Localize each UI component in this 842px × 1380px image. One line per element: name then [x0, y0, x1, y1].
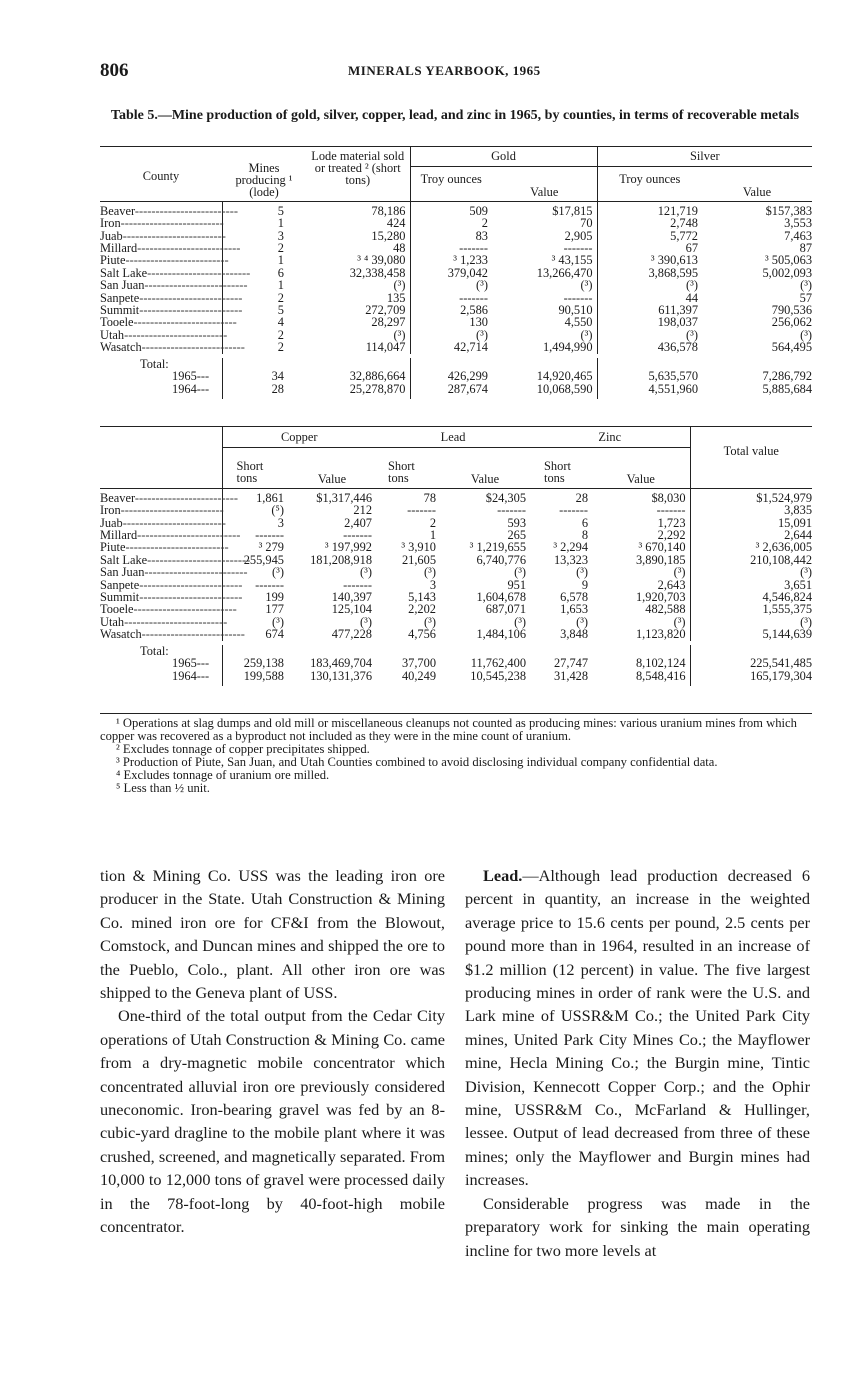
total-label: Total: [140, 643, 169, 658]
cell-cu-t: 674 [222, 628, 288, 640]
footnote-4: ⁴ Excludes tonnage of uranium ore milled. [116, 768, 330, 782]
cell-pb-t: ³ 3,910 [401, 540, 437, 555]
total-year-label: 1964 [172, 668, 197, 683]
table-row [100, 628, 812, 640]
total-silver-val: 7,286,792 [762, 369, 813, 384]
cell-cu-v: ------- [343, 528, 373, 543]
leader-dots: ------------------------- [139, 290, 243, 305]
county-label: Iron [100, 216, 121, 231]
cell-silver-oz: 5,772 [597, 230, 702, 242]
cell-cu-v: 125,104 [331, 602, 373, 617]
cell-cu-t: ³ 279 [222, 541, 288, 553]
total-total: 165,179,304 [690, 670, 812, 686]
cell-silver-oz: 3,868,595 [597, 267, 702, 279]
cell-total: 5,144,639 [690, 628, 812, 640]
leader-dots: --- [196, 369, 210, 384]
cell-pb-t: 3 [429, 577, 437, 592]
cell-gold-oz: 379,042 [410, 267, 492, 279]
cell-lode: 78,186 [371, 203, 406, 218]
right-paragraph-2: Considerable progress was made in the preparatory work for sinking the main operating incline for two more levels at [465, 1193, 810, 1260]
leader-dots: ------------------------- [120, 216, 224, 231]
cell-gold-oz: ------- [410, 242, 492, 254]
total-year [100, 670, 222, 686]
cell-cu-t: ------- [222, 529, 288, 541]
cell-cu-v: (³) [360, 614, 373, 629]
total-zn-t: 27,747 [553, 656, 589, 671]
header-cu-short: Short tons [222, 448, 288, 488]
leader-dots: ------------------------- [144, 565, 248, 580]
county-label: Tooele [100, 315, 134, 330]
table-title: Table 5.—Mine production of gold, silver, copper, lead, and zinc in 1965, by counties, in terms of recoverable metals [110, 108, 800, 123]
cell-gold-val: ------- [563, 290, 593, 305]
county-label: Summit [100, 590, 140, 605]
county-label: Summit [100, 303, 140, 318]
table-row [100, 201, 812, 217]
header-lead: Lead [376, 427, 530, 448]
cell-mines: 6 [222, 267, 306, 279]
cell-silver-val: 3,553 [784, 216, 813, 231]
cell-pb-v: ------- [497, 503, 527, 518]
cell-lode: 135 [386, 290, 406, 305]
leader-dots: ------------------------- [139, 577, 243, 592]
cell-pb-v: 265 [507, 528, 527, 543]
cell-zn-t: ³ 2,294 [553, 540, 589, 555]
cell-mines: 1 [222, 217, 306, 229]
cell-zn-v: 2,643 [657, 577, 686, 592]
total-year [100, 383, 222, 399]
total-year-label: 1965 [172, 369, 197, 384]
cell-gold-val: 4,550 [564, 315, 593, 330]
total-mines: 34 [222, 370, 306, 382]
county-label: Wasatch [100, 627, 142, 642]
cell-gold-oz: (³) [410, 329, 492, 341]
header-gold: Gold [410, 147, 597, 167]
county-label: San Juan [100, 565, 145, 580]
county-name [100, 488, 238, 505]
cell-zn-t: (³) [576, 565, 589, 580]
cell-zn-t: 3,848 [560, 627, 589, 642]
cell-silver-oz: 436,578 [597, 341, 702, 353]
table-row [100, 341, 812, 353]
county-name [100, 340, 245, 355]
header-gold-troy: Troy ounces [410, 167, 492, 201]
table-row [100, 488, 812, 504]
header-zn-value: Value [592, 448, 690, 488]
left-paragraph-1: tion & Mining Co. USS was the leading iron ore producer in the State. Utah Construction & Mining Co. mined iron ore for CF&I from the Blowout, Comstock, and Duncan mines and shipped the ore to the Pueblo, Colo., plant. All other iron ore was shipped to the Geneva plant of USS. [100, 866, 445, 1003]
cell-cu-t: 255,945 [222, 554, 288, 566]
cell-cu-v: 181,208,918 [310, 552, 373, 567]
cell-cu-t: (³) [222, 566, 288, 578]
total-label: Total: [140, 356, 169, 371]
cell-pb-v: $24,305 [485, 490, 527, 505]
cell-silver-val: 57 [799, 290, 813, 305]
cell-pb-t: 21,605 [401, 552, 437, 567]
total-pb-v: 10,545,238 [470, 668, 527, 683]
total-lode: 32,886,664 [349, 369, 406, 384]
leader-dots: ------------------------- [133, 315, 237, 330]
cell-pb-v: 951 [507, 577, 527, 592]
cell-gold-oz: 42,714 [410, 341, 492, 353]
cell-lode: 28,297 [371, 315, 406, 330]
leader-dots: ------------------------- [137, 528, 241, 543]
cell-pb-t: 5,143 [408, 590, 437, 605]
header-lode: Lode material sold or treated ² (short tons) [306, 147, 410, 202]
county-name [100, 201, 238, 218]
total-year-label: 1964 [172, 381, 197, 396]
cell-zn-t: 8 [581, 528, 589, 543]
county-label: San Juan [100, 278, 145, 293]
cell-silver-val: 5,002,093 [762, 265, 813, 280]
cell-silver-val: 564,495 [771, 340, 813, 355]
total-gold-oz: 287,674 [410, 383, 492, 399]
cell-mines: 5 [222, 304, 306, 316]
cell-pb-t: (³) [424, 614, 437, 629]
leader-dots: ------------------------- [125, 253, 229, 268]
cell-cu-t: 3 [222, 517, 288, 529]
total-silver-oz: 5,635,570 [597, 370, 702, 382]
cell-pb-v: ³ 1,219,655 [469, 540, 527, 555]
cell-cu-v: (³) [360, 565, 373, 580]
cell-silver-val: 790,536 [771, 303, 813, 318]
cell-gold-val: 70 [580, 216, 593, 231]
leader-dots: ------------------------- [125, 540, 229, 555]
cell-gold-oz: 83 [410, 230, 492, 242]
cell-lode: 272,709 [365, 303, 406, 318]
cell-mines: 3 [222, 230, 306, 242]
cell-lode: 48 [393, 241, 406, 256]
lead-heading: Lead. [483, 866, 523, 885]
leader-dots: ------------------------- [147, 265, 251, 280]
total-zn-v: 8,102,124 [635, 656, 686, 671]
footnote-1: ¹ Operations at slag dumps and old mill or miscellaneous cleanups not counted as producing mines: various uranium mines from which copper was recovered as a byproduct not included as they were in the mine count of uranium. [100, 716, 797, 743]
cell-cu-v: 212 [353, 503, 373, 518]
cell-mines: 2 [222, 292, 306, 304]
county-label: Tooele [100, 602, 134, 617]
county-label: Sanpete [100, 577, 140, 592]
body-column-right [465, 864, 810, 1262]
cell-zn-v: 3,890,185 [635, 552, 686, 567]
cell-mines: 1 [222, 279, 306, 291]
leader-dots: ------------------------- [124, 327, 228, 342]
cell-cu-t: 1,861 [222, 488, 288, 504]
leader-dots: ------------------------- [137, 241, 241, 256]
county-label: Utah [100, 614, 125, 629]
cell-silver-val: $157,383 [765, 203, 813, 218]
cell-lode: (³) [393, 327, 406, 342]
cell-zn-v: ³ 670,140 [638, 540, 686, 555]
total-zn-v: 8,548,416 [635, 668, 686, 683]
footnote-5: ⁵ Less than ½ unit. [116, 781, 210, 795]
cell-pb-v: 593 [507, 515, 527, 530]
header-silver-troy: Troy ounces [597, 167, 702, 201]
header-silver: Silver [597, 147, 812, 167]
total-pb-v: 11,762,400 [470, 656, 527, 671]
cell-zn-t: 6,578 [560, 590, 589, 605]
cell-gold-oz: (³) [410, 279, 492, 291]
total-gold-val: 10,068,590 [536, 381, 593, 396]
cell-mines: 4 [222, 316, 306, 328]
total-total: 225,541,485 [690, 657, 812, 669]
cell-silver-val: ³ 505,063 [764, 253, 813, 268]
left-paragraph-2: One-third of the total output from the Cedar City operations of Utah Construction & Mining Co. came from a dry-magnetic mobile concentrator which concentrated alluvial iron ore previously considered uneconomic. Iron-bearing gravel was fed by an 8-cubic-yard dragline to the mobile plant where it was crushed, screened, and magnetically separated. From 10,000 to 12,000 tons of gravel were processed daily in the 78-foot-long by 40-foot-high mobile concentrator. [100, 1006, 445, 1237]
county-name [100, 627, 245, 642]
cell-mines: 1 [222, 254, 306, 266]
cell-total: 2,644 [690, 529, 812, 541]
header-silver-value: Value [702, 167, 812, 201]
cell-gold-oz: 509 [410, 201, 492, 217]
cell-gold-val: 13,266,470 [536, 265, 593, 280]
leader-dots: ------------------------- [144, 278, 248, 293]
cell-pb-v: 6,740,776 [476, 552, 527, 567]
cell-gold-val: (³) [580, 327, 593, 342]
cell-total: 15,091 [690, 517, 812, 529]
leader-dots: ------------------------- [122, 228, 226, 243]
total-cu-t: 259,138 [222, 657, 288, 669]
county-label: Juab [100, 515, 123, 530]
leader-dots: ------------------------- [133, 602, 237, 617]
cell-pb-v: 1,604,678 [476, 590, 527, 605]
cell-gold-val: 90,510 [558, 303, 593, 318]
cell-silver-oz: (³) [597, 329, 702, 341]
body-column-left [100, 864, 445, 1239]
cell-cu-v: 140,397 [331, 590, 373, 605]
cell-total: (³) [690, 616, 812, 628]
leader-dots: --- [196, 656, 210, 671]
cell-cu-v: $1,317,446 [316, 490, 373, 505]
total-gold-oz: 426,299 [410, 370, 492, 382]
county-label: Salt Lake [100, 552, 148, 567]
cell-pb-t: (³) [424, 565, 437, 580]
total-year-label: 1965 [172, 656, 197, 671]
cell-zn-t: ------- [559, 503, 589, 518]
cell-zn-v: 1,723 [657, 515, 686, 530]
county-label: Wasatch [100, 340, 142, 355]
cell-gold-oz: 2,586 [410, 304, 492, 316]
cell-pb-v: 1,484,106 [476, 627, 527, 642]
footnote-2: ² Excludes tonnage of copper precipitates shipped. [116, 742, 370, 756]
county-label: Iron [100, 503, 121, 518]
cell-mines: 2 [222, 341, 306, 353]
cell-zn-t: 13,323 [553, 552, 589, 567]
cell-gold-oz: 130 [410, 316, 492, 328]
total-cu-v: 183,469,704 [310, 656, 373, 671]
cell-lode: ³ ⁴ 39,080 [357, 253, 406, 268]
cell-gold-oz: ³ 1,233 [410, 254, 492, 266]
cell-gold-val: ------- [563, 241, 593, 256]
cell-zn-v: 1,123,820 [635, 627, 686, 642]
cell-zn-v: (³) [673, 565, 686, 580]
county-label: Piute [100, 540, 126, 555]
running-head: MINERALS YEARBOOK, 1965 [348, 63, 541, 78]
header-cu-value: Value [288, 448, 376, 488]
cell-zn-t: 1,653 [560, 602, 589, 617]
cell-zn-v: 482,588 [645, 602, 686, 617]
total-cu-t: 199,588 [222, 670, 288, 686]
cell-silver-oz: 2,748 [597, 217, 702, 229]
leader-dots: --- [196, 381, 210, 396]
cell-silver-oz: (³) [597, 279, 702, 291]
county-label: Beaver [100, 203, 135, 218]
total-silver-val: 5,885,684 [762, 381, 813, 396]
cell-silver-val: 7,463 [784, 228, 813, 243]
leader-dots: ------------------------- [139, 590, 243, 605]
leader-dots: ------------------------- [134, 203, 238, 218]
cell-zn-t: 9 [581, 577, 589, 592]
county-label: Sanpete [100, 290, 140, 305]
header-pb-short: Short tons [376, 448, 440, 488]
cell-pb-v: (³) [514, 614, 527, 629]
cell-total: ³ 2,636,005 [690, 541, 812, 553]
cell-gold-oz: ------- [410, 292, 492, 304]
cell-cu-t: (³) [222, 616, 288, 628]
cell-zn-v: 2,292 [657, 528, 686, 543]
county-label: Piute [100, 253, 126, 268]
cell-gold-oz: 2 [410, 217, 492, 229]
cell-total: (³) [690, 566, 812, 578]
gold-silver-table [100, 146, 812, 399]
leader-dots: ------------------------- [139, 303, 243, 318]
header-gold-value: Value [492, 167, 597, 201]
county-label: Utah [100, 327, 125, 342]
cell-gold-val: ³ 43,155 [551, 253, 593, 268]
cell-silver-val: 87 [799, 241, 813, 256]
header-zn-short: Short tons [530, 448, 592, 488]
footnote-3: ³ Production of Piute, San Juan, and Utah Counties combined to avoid disclosing individual company confidential data. [116, 755, 718, 769]
cell-total: 4,546,824 [690, 591, 812, 603]
cell-silver-oz: 198,037 [597, 316, 702, 328]
total-pb-t: 40,249 [401, 668, 437, 683]
cell-zn-t: 28 [575, 490, 589, 505]
cell-lode: (³) [393, 278, 406, 293]
cell-mines: 2 [222, 242, 306, 254]
cell-lode: 424 [386, 216, 406, 231]
cell-cu-t: 199 [222, 591, 288, 603]
cell-pb-t: 1 [429, 528, 437, 543]
cell-pb-v: (³) [514, 565, 527, 580]
cell-total: 3,651 [690, 579, 812, 591]
cell-gold-val: 2,905 [564, 228, 593, 243]
cell-gold-val: $17,815 [552, 203, 593, 218]
right-paragraph-lead [465, 864, 810, 1192]
cell-total: 1,555,375 [690, 603, 812, 615]
cell-gold-val: 1,494,990 [542, 340, 593, 355]
cell-cu-t: 177 [222, 603, 288, 615]
cell-silver-val: 256,062 [771, 315, 813, 330]
cell-zn-v: (³) [673, 614, 686, 629]
cell-cu-v: 2,407 [344, 515, 373, 530]
page-number: 806 [100, 60, 129, 81]
lead-text: —Although lead production decreased 6 percent in quantity, an increase in the weighted average price to 15.6 cents per pound, 2.5 cents per pound more than in 1964, resulted in an increase of $1.2 million (12 percent) in value. The five largest producing mines in order of rank were the U.S. and Lark mine of USSR&M Co.; the United Park City mines, United Park City Mines Co.; the Mayflower mine, Hecla Mining Co.; the Burgin mine, Tintic Division, Kennecott Copper Corp.; and the Ophir mine, USSR&M Co., McFarland & Hullinger, lessee. Output of lead decreased from three of these mines; only the Mayflower and Burgin mines had increases. [465, 866, 810, 1190]
cell-total: 210,108,442 [690, 554, 812, 566]
cell-silver-oz: ³ 390,613 [597, 254, 702, 266]
cell-cu-v: ³ 197,992 [324, 540, 373, 555]
leader-dots: ------------------------- [122, 515, 226, 530]
cell-lode: 114,047 [365, 340, 406, 355]
leader-dots: ------------------------- [120, 503, 224, 518]
total-silver-oz: 4,551,960 [597, 383, 702, 399]
header-pb-value: Value [440, 448, 530, 488]
leader-dots: --- [196, 668, 210, 683]
cell-pb-t: 2,202 [408, 602, 437, 617]
county-label: Millard [100, 528, 138, 543]
total-row [100, 670, 812, 686]
total-row [100, 383, 812, 399]
cell-silver-oz: 44 [597, 292, 702, 304]
footnotes [100, 713, 812, 795]
header-county: County [100, 147, 222, 202]
cell-total: 3,835 [690, 504, 812, 516]
leader-dots: ------------------------- [134, 490, 238, 505]
total-lode: 25,278,870 [349, 381, 406, 396]
cell-silver-oz: 611,397 [597, 304, 702, 316]
leader-dots: ------------------------- [124, 614, 228, 629]
cell-zn-t: (³) [576, 614, 589, 629]
cell-cu-t: ------- [222, 579, 288, 591]
cell-mines: 2 [222, 329, 306, 341]
header-mines: Mines producing ¹ (lode) [222, 147, 306, 202]
header-zinc: Zinc [530, 427, 690, 448]
cell-silver-oz: 121,719 [597, 201, 702, 217]
county-label: Beaver [100, 490, 135, 505]
cell-zn-v: ------- [656, 503, 686, 518]
header-total-value: Total value [690, 427, 812, 489]
county-label: Juab [100, 228, 123, 243]
cell-silver-oz: 67 [597, 242, 702, 254]
cell-total: $1,524,979 [690, 488, 812, 504]
leader-dots: ------------------------- [141, 340, 245, 355]
county-label: Salt Lake [100, 265, 148, 280]
cell-mines: 5 [222, 201, 306, 217]
cell-lode: 32,338,458 [349, 265, 406, 280]
cell-pb-t: ------- [407, 503, 437, 518]
leader-dots: ------------------------- [147, 552, 251, 567]
cell-zn-v: $8,030 [651, 490, 686, 505]
header-copper: Copper [222, 427, 376, 448]
cell-cu-v: 477,228 [331, 627, 373, 642]
cell-pb-t: 4,756 [408, 627, 437, 642]
cell-silver-val: (³) [800, 278, 813, 293]
cell-pb-v: 687,071 [485, 602, 527, 617]
cell-silver-val: (³) [800, 327, 813, 342]
cell-lode: 15,280 [371, 228, 406, 243]
cell-pb-t: 2 [429, 515, 437, 530]
county-label: Millard [100, 241, 138, 256]
total-pb-t: 37,700 [401, 656, 437, 671]
total-gold-val: 14,920,465 [536, 369, 593, 384]
cell-gold-val: (³) [580, 278, 593, 293]
total-zn-t: 31,428 [553, 668, 589, 683]
cell-zn-t: 6 [581, 515, 589, 530]
leader-dots: ------------------------- [141, 627, 245, 642]
total-mines: 28 [222, 383, 306, 399]
cell-cu-v: ------- [343, 577, 373, 592]
total-cu-v: 130,131,376 [310, 668, 373, 683]
cell-pb-t: 78 [423, 490, 437, 505]
copper-lead-zinc-table [100, 426, 812, 686]
cell-zn-v: 1,920,703 [635, 590, 686, 605]
cell-cu-t: (⁵) [222, 504, 288, 516]
